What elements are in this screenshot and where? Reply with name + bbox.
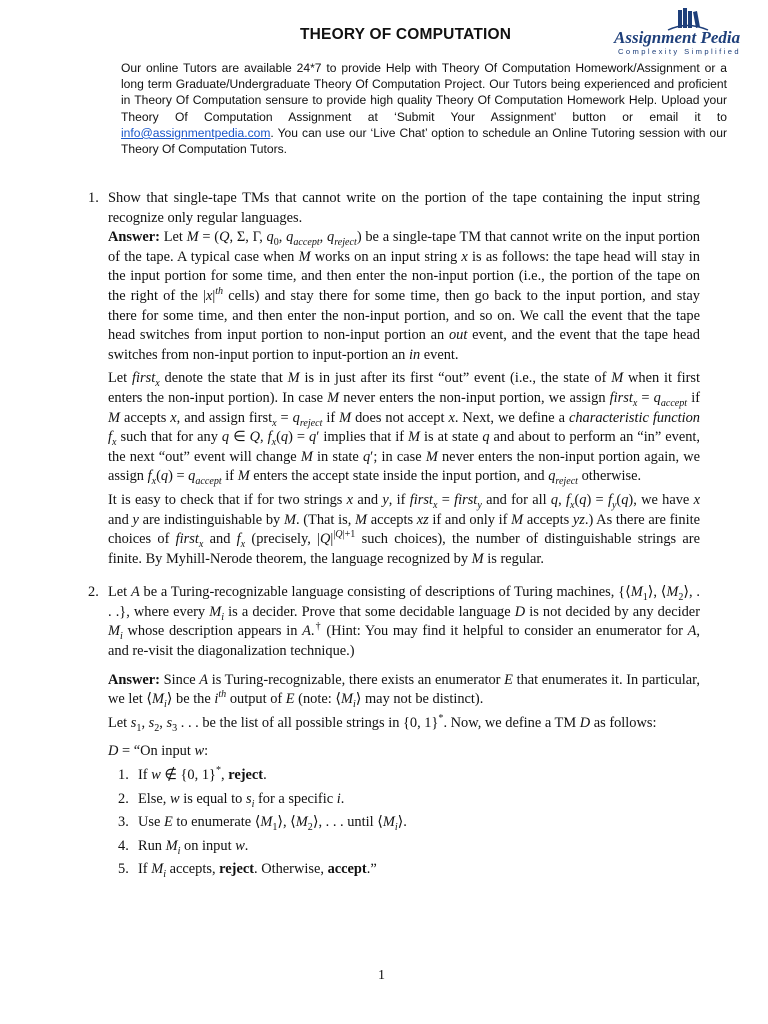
step-number: 1.: [118, 767, 129, 784]
step-number: 4.: [118, 837, 129, 854]
answer-paragraph: Let $s_1$, $s_2$, $s_3$ . . . be the list of all possible strings in {0, 1}*. Now, we define a TM D as follows:: [108, 713, 657, 734]
answer-paragraph: Let first$_x$ denote the state that M is in just after its first “out” event (i.e., the state of M when it first enters the non-input portion). In case M never enters the non-input portion, we assign first$_x$ = $q_{accept}$ if M accepts x, and assign first$_x$ = $q_{reject}$ if M does not accept x. Next, we define a characteristic function $f_x$ such that for any q ∈ Q, $f_x(q) = q'$ implies that if M is at state q and about to perform an “in” event, the next “out” event will change M in state q′; in case M never enters the non-input portion again, we assign $f_x(q) = q_{accept}$ if M enters the accept state inside the input portion, and $q_{reject}$ otherwise.: [108, 370, 701, 488]
step-number: 3.: [118, 814, 129, 831]
step-3: 3. Use E to enumerate $⟨M_1⟩$, $⟨M_2⟩$, . . . until $⟨M_i⟩$.: [118, 814, 407, 834]
logo-name: Assignment Pedia: [614, 28, 741, 47]
assignmentpedia-logo: [612, 6, 762, 58]
email-link[interactable]: info@assignmentpedia.com: [121, 125, 271, 140]
step-4: 4. Run $M_i$ on input w.: [118, 837, 249, 857]
step-2: 2. Else, w is equal to $s_i$ for a specific i.: [118, 790, 345, 810]
question-number: 1.: [88, 190, 99, 206]
question-number: 2.: [88, 584, 99, 601]
step-5: 5. If $M_i$ accepts, reject. Otherwise, accept.”: [118, 861, 377, 881]
answer-paragraph: It is easy to check that if for two strings x and y, if first$_x$ = first$_y$ and for all q, $f_x(q) = f_y(q)$, we have x and y are indistinguishable by M. (That is, M accepts xz if and only if M accepts yz.) As there are finite choices of first$_x$ and $f_x$ (precisely, $|Q|^{|Q|+1}$ such choices), the number of distinguishable strings are finite. By Myhill-Nerode theorem, the language recognized by M is regular.: [108, 491, 700, 567]
answer-paragraph: Answer: Let M = (Q, Σ, Γ, $q_0$, $q_{accept}$, $q_{reject}$) be a single-tape TM that cannot write on the input portion of the tape. A typical case when M works on an input string x is as follows: the tape head will stay in the input portion for some time, and then enter the non-input portion (i.e., the portion of the tape on the right of the $|x|^{th}$ cells) and stay there for some time, then go back to the input portion, and stay there for some time, and then enter the non-input portion, and so on. We call the event that the tape head switches from input portion to non-input portion an out event, and the event that the tape head switches from non-input portion to input-portion an in event.: [108, 229, 700, 363]
answer-paragraph: Answer: Since A is Turing-recognizable, there exists an enumerator E that enumerates it. In particular, we let $⟨M_i⟩$ be the $i^{th}$ output of E (note: $⟨M_i⟩$ may not be distinct).: [108, 671, 700, 711]
answer-label: Answer:: [108, 671, 160, 688]
intro-text: Our online Tutors are available 24*7 to provide Help with Theory Of Computation Homework/Assignment or a long term Graduate/Undergraduate Theory Of Computation Project. Our Tutors being experienced and proficient in Theory Of Computation sensure to provide high quality Theory Of Computation Homework Help. Upload your Theory Of Computation Assignment at ‘Submit Your Assignment’ button or email it to: [121, 61, 727, 124]
document-title: THEORY OF COMPUTATION: [300, 26, 512, 43]
answer-label: Answer:: [108, 229, 160, 246]
question-text: Show that single-tape TMs that cannot write on the portion of the tape containing the input string recognize only regular languages.: [108, 190, 700, 226]
machine-definition: D = “On input w:: [108, 743, 209, 760]
intro-text-end: . You can use our ‘Live Chat’ option to schedule an Online Tutoring session with our Theory Of Computation Tutors.: [121, 125, 727, 157]
question-2: [88, 583, 701, 881]
step-1: 1. If w ∉ {0, 1}*, reject.: [108, 766, 700, 786]
intro-paragraph: [121, 60, 727, 157]
question-1: [88, 189, 701, 569]
step-number: 2.: [118, 790, 129, 807]
step-number: 5.: [118, 861, 129, 878]
page-number: 1: [378, 968, 385, 983]
question-text: Let A be a Turing-recognizable language consisting of descriptions of Turing machines, {$⟨M_1⟩$, $⟨M_2⟩$, . . .}, where every $M_i$ is a decider. Prove that some decidable language D is not decided by any decider $M_i$ whose description appears in A.† (Hint: You may find it helpful to consider an enumerator for A, and re-visit the diagonalization technique.): [108, 584, 701, 660]
logo-tagline: Complexity Simplified: [618, 47, 741, 56]
document-body: [88, 189, 701, 881]
